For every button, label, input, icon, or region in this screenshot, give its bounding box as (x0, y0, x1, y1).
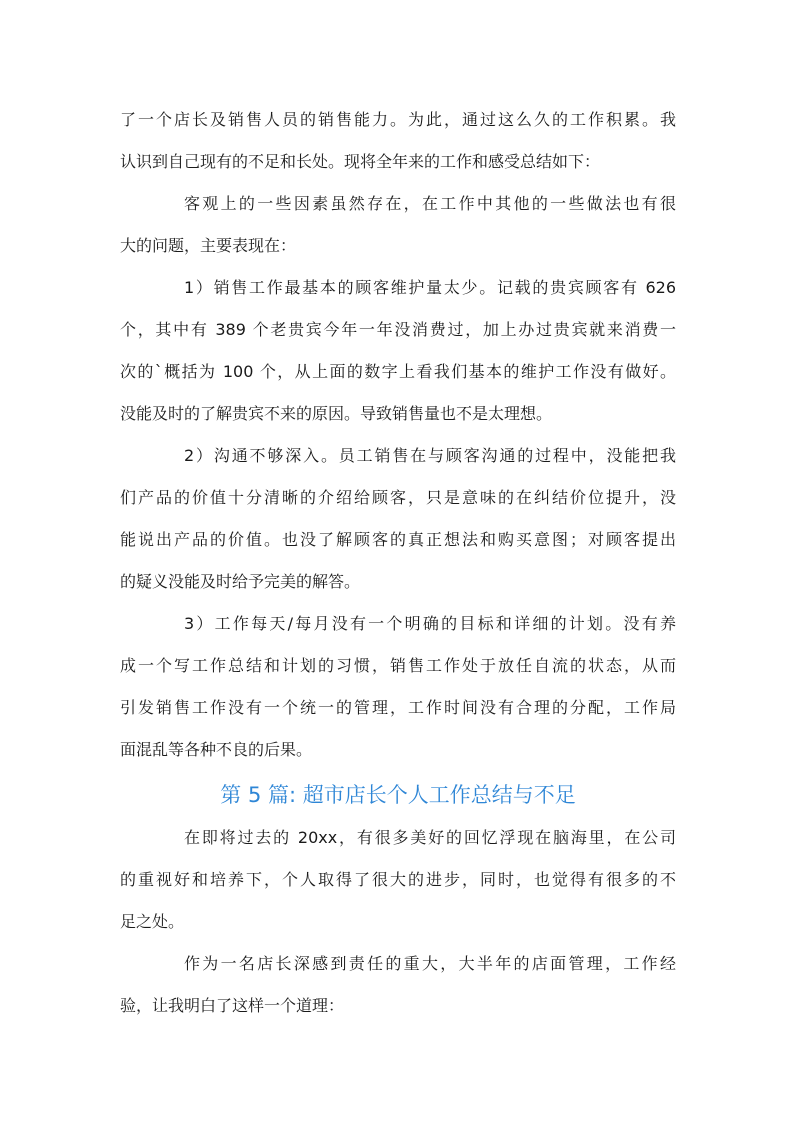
paragraph (120, 270, 676, 438)
paragraph-line: 面混乱等各种不良的后果。 (120, 740, 313, 759)
paragraph-line: 认识到自己现有的不足和长处。现将全年来的工作和感受总结如下： (120, 152, 601, 171)
paragraph-line: 客观上的一些因素虽然存在，在工作中其他的一些做法也有很 (184, 194, 676, 213)
paragraph-line: 成一个写工作总结和计划的习惯，销售工作处于放任自流的状态，从而 (120, 656, 676, 675)
paragraph (120, 946, 676, 1030)
paragraph-line: 1）销售工作最基本的顾客维护量太少。记载的贵宾顾客有 626 (184, 278, 676, 297)
paragraph-line: 在即将过去的 20xx，有很多美好的回忆浮现在脑海里，在公司 (184, 828, 676, 847)
paragraph-line: 没能及时的了解贵宾不来的原因。导致销售量也不是太理想。 (120, 404, 553, 423)
paragraph-line: 的疑义没能及时给予完美的解答。 (120, 572, 361, 591)
paragraph-line: 次的`概括为 100 个，从上面的数字上看我们基本的维护工作没有做好。 (120, 362, 676, 381)
paragraph-line: 2）沟通不够深入。员工销售在与顾客沟通的过程中，没能把我 (184, 446, 676, 465)
paragraph-line: 个，其中有 389 个老贵宾今年一年没消费过，加上办过贵宾就来消费一 (120, 320, 676, 339)
paragraph-line: 了一个店长及销售人员的销售能力。为此，通过这么久的工作积累。我 (120, 110, 676, 129)
paragraph-line: 验，让我明白了这样一个道理： (120, 996, 345, 1015)
paragraph-line: 的重视好和培养下，个人取得了很大的进步，同时，也觉得有很多的不 (120, 870, 676, 889)
paragraph-line: 作为一名店长深感到责任的重大，大半年的店面管理，工作经 (184, 954, 676, 973)
document-page (120, 102, 676, 1030)
section-before-heading (120, 102, 676, 774)
paragraph (120, 102, 676, 186)
paragraph (120, 820, 676, 946)
paragraph (120, 186, 676, 270)
paragraph-line: 们产品的价值十分清晰的介绍给顾客，只是意味的在纠结价位提升，没 (120, 488, 676, 507)
paragraph (120, 606, 676, 774)
paragraph (120, 438, 676, 606)
paragraph-line: 引发销售工作没有一个统一的管理，工作时间没有合理的分配，工作局 (120, 698, 676, 717)
paragraph-line: 足之处。 (120, 912, 185, 931)
paragraph-line: 能说出产品的价值。也没了解顾客的真正想法和购买意图；对顾客提出 (120, 530, 676, 549)
paragraph-line: 大的问题，主要表现在： (120, 236, 297, 255)
section-heading: 第 5 篇: 超市店长个人工作总结与不足 (220, 783, 576, 807)
paragraph-line: 3）工作每天/每月没有一个明确的目标和详细的计划。没有养 (184, 614, 676, 633)
section-after-heading (120, 820, 676, 1030)
